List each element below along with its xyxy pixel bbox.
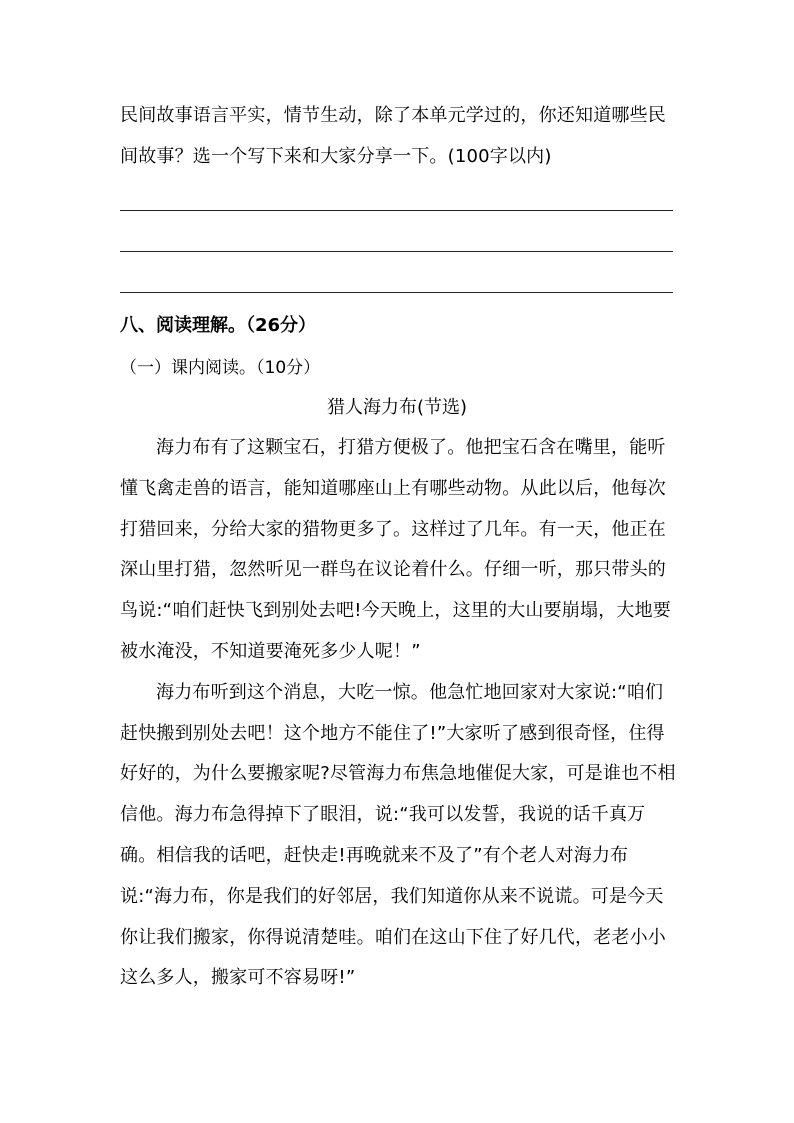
passage-paragraph: 海力布听到这个消息，大吃一惊。他急忙地回家对大家说:“咱们赶快搬到别处去吧！这个地方不能住了!”大家听了感到很奇怪，住得好好的，为什么要搬家呢?尽管海力布焦急地催促大家，可是谁也不相信他。海力布急得掉下了眼泪，说:“我可以发誓，我说的话千真万确。相信我的话吧，赶快走!再晚就来不及了”有个老人对海力布说:“海力布，你是我们的好邻居，我们知道你从来不说谎。可是今天你让我们搬家，你得说清楚哇。咱们在这山下住了好几代，老老小小这么多人，搬家可不容易呀!” [120, 681, 676, 989]
reading-passage [120, 428, 676, 999]
section-heading: 八、阅读理解。（26分） [120, 315, 317, 336]
answer-line[interactable] [120, 251, 673, 252]
passage-title: 猎人海力布(节选) [326, 397, 468, 418]
writing-prompt: 民间故事语言平实，情节生动，除了本单元学过的，你还知道哪些民间故事？选一个写下来和大家分享一下。(100字以内) [120, 105, 666, 167]
passage-paragraph: 海力布有了这颗宝石，打猎方便极了。他把宝石含在嘴里，能听懂飞禽走兽的语言，能知道哪座山上有哪些动物。从此以后，他每次打猎回来，分给大家的猎物更多了。这样过了几年。有一天，他正在深山里打猎，忽然听见一群鸟在议论着什么。仔细一听，那只带头的鸟说:“咱们赶快飞到别处去吧!今天晚上，这里的大山要崩塌，大地要被水淹没，不知道要淹死多少人呢！” [120, 437, 672, 662]
subsection-heading: （一）课内阅读。（10分） [120, 358, 321, 378]
answer-line[interactable] [120, 292, 673, 293]
answer-line[interactable] [120, 210, 673, 211]
